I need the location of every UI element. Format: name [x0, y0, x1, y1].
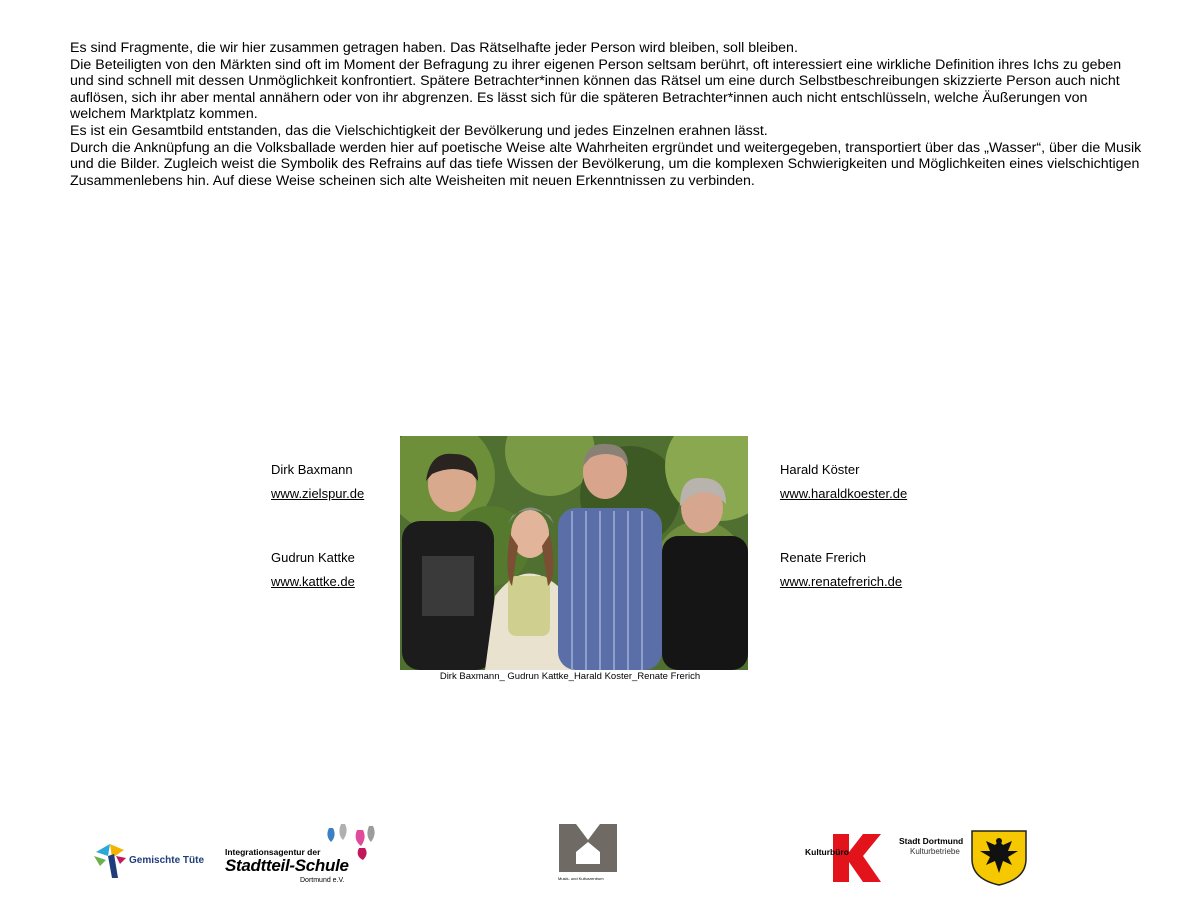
- dortmund-crest-icon: [970, 829, 1028, 887]
- stadtteil-schule-line1: Integrationsagentur der: [225, 847, 321, 857]
- stadt-dortmund-line2: Kulturbetriebe: [910, 847, 960, 856]
- kulturbuero-text: Kulturbüro: [805, 847, 849, 857]
- stadtteil-schule-logo: [225, 820, 385, 890]
- intro-paragraph: Es sind Fragmente, die wir hier zusammen getragen haben. Das Rätselhafte jeder Person wird bleiben, soll bleiben.: [70, 40, 798, 56]
- kulturbuero-k-icon: [833, 834, 881, 882]
- person-website-link[interactable]: www.renatefrerich.de: [780, 574, 903, 589]
- person-name: Renate Frerich: [780, 550, 866, 565]
- stadt-dortmund-logo: [896, 827, 1031, 889]
- person-name: Harald Köster: [780, 462, 860, 477]
- person-website-link[interactable]: www.kattke.de: [271, 574, 355, 589]
- intro-paragraph: Es ist ein Gesamtbild entstanden, das die Vielschichtigkeit der Bevölkerung und jedes Einzelnen erahnen lässt.: [70, 122, 768, 139]
- person-name: Gudrun Kattke: [271, 550, 355, 565]
- gemischte-tuete-icon: [92, 840, 128, 880]
- intro-text: [70, 40, 1145, 189]
- stadtteil-schule-figures-icon: [323, 820, 383, 860]
- person-harald-koester: [780, 462, 907, 501]
- person-dirk-baxmann: [271, 462, 364, 501]
- stadt-dortmund-line1: Stadt Dortmund: [899, 836, 964, 846]
- stadtteil-schule-line2: Stadtteil-Schule: [225, 856, 349, 875]
- gemischte-tuete-logo: [92, 840, 212, 884]
- mk-icon: [556, 822, 620, 874]
- mk-logo: [556, 822, 620, 884]
- photo-caption: Dirk Baxmann_ Gudrun Kattke_Harald Koster_Renate Frerich: [439, 671, 701, 682]
- person-gudrun-kattke: [271, 550, 355, 589]
- mk-text: Musik- und Kulturzentrum: [558, 876, 604, 881]
- person-website-link[interactable]: www.haraldkoester.de: [780, 486, 908, 501]
- gemischte-tuete-text: Gemischte Tüte: [129, 855, 205, 866]
- person-website-link[interactable]: www.zielspur.de: [271, 486, 365, 501]
- intro-paragraph: Die Beteiligten von den Märkten sind oft im Moment der Befragung zu ihrer eigenen Person seltsam berührt, oft interessiert eine wirkliche Definition ihres Ichs zu geben und sind schnell mit dessen Unmöglichkeit konfrontiert. Spätere Betrachter*innen können das Rätsel um eine durch Selbstbeschreibungen skizzierte Person auch nicht auflösen, sich ihr aber mental annähern oder von ihr abgrenzen. Es lässt sich für die späteren Betrachter*innen auch nicht entschlüsseln, welche Äußerungen von welchem Marktplatz kommen.: [70, 56, 1122, 123]
- group-photo: [400, 436, 748, 670]
- stadtteil-schule-line3: Dortmund e.V.: [300, 877, 345, 884]
- person-name: Dirk Baxmann: [271, 462, 353, 477]
- kulturbuero-logo: [805, 834, 883, 882]
- intro-paragraph: Durch die Anknüpfung an die Volksballade werden hier auf poetische Weise alte Wahrheiten ergründet und weitergegeben, transportiert über das „Wasser“, über die Musik und die Bilder. Zugleich weist die Symbolik des Refrains auf das tiefe Wissen der Bevölkerung, um die komplexen Schwierigkeiten und Möglichkeiten eines vielschichtigen Zusammenlebens hin. Auf diese Weise scheinen sich alte Weisheiten mit neuen Erkenntnissen zu verbinden.: [70, 139, 1142, 189]
- person-renate-frerich: [780, 550, 902, 589]
